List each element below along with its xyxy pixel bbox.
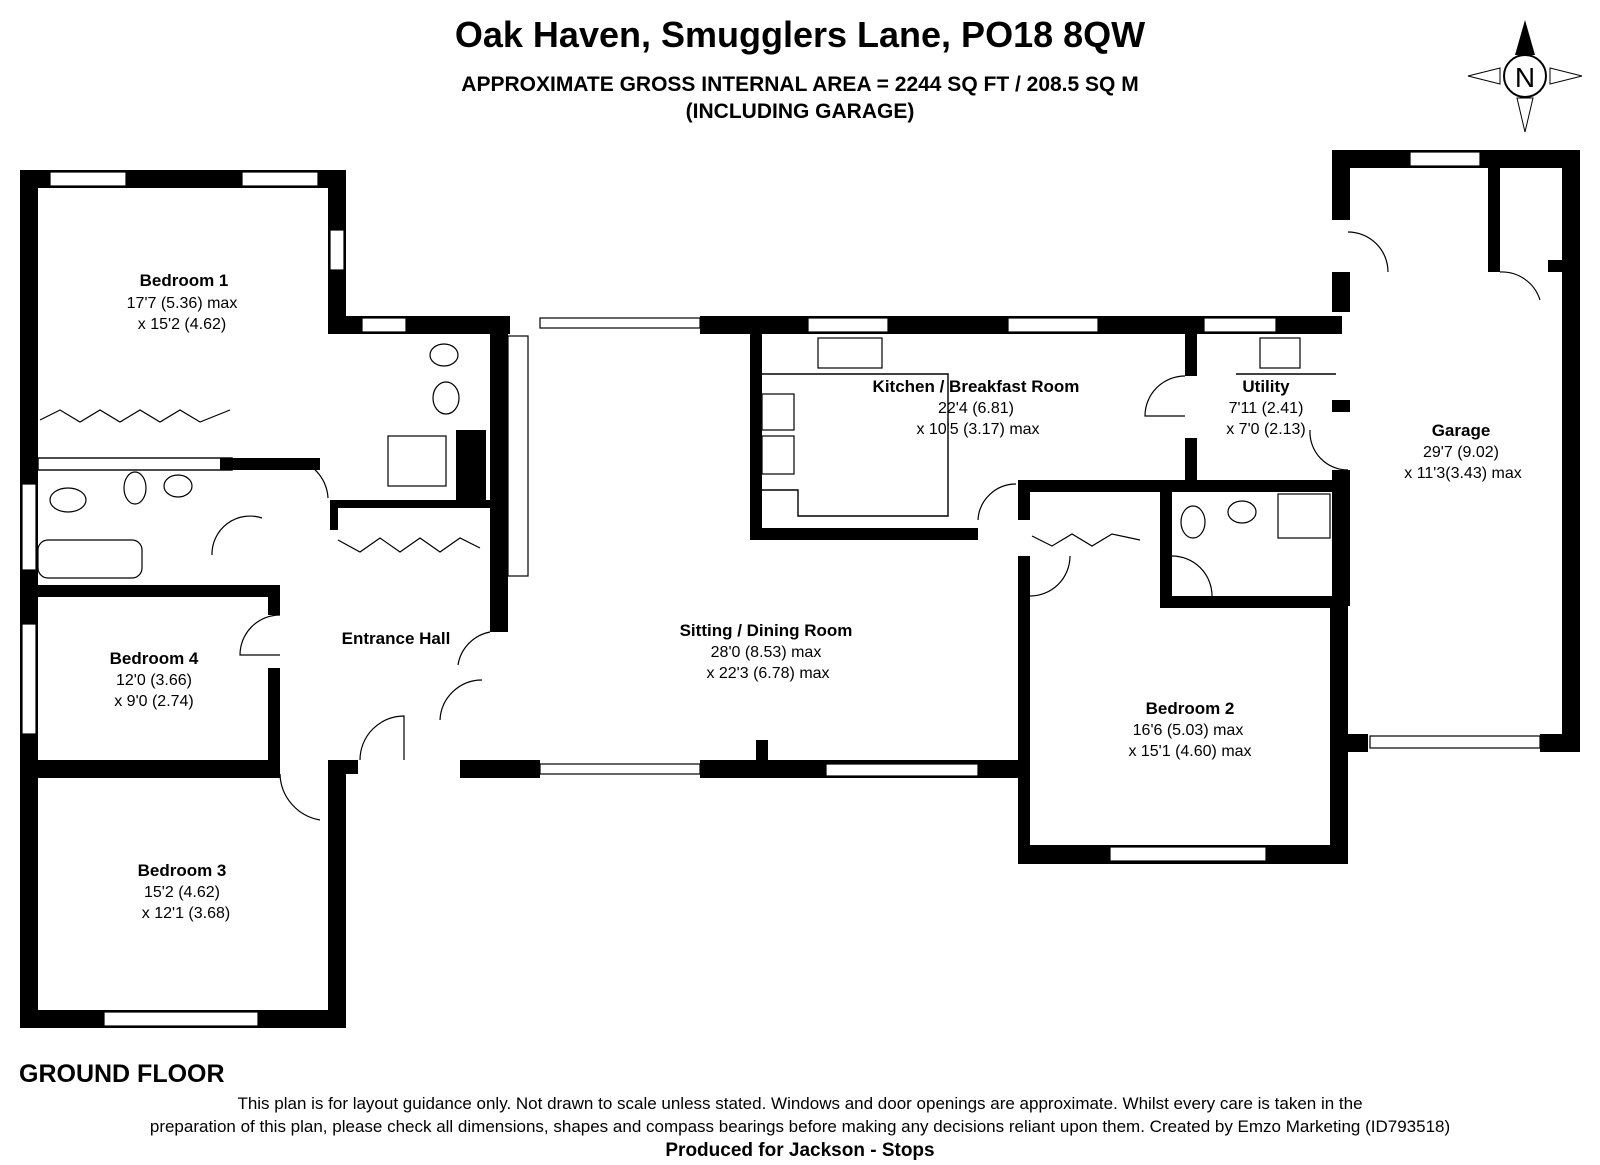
sitting-room-dim2: x 22'3 (6.78) max: [706, 665, 830, 682]
kitchen-name: Kitchen / Breakfast Room: [872, 377, 1080, 396]
gross-internal-area: APPROXIMATE GROSS INTERNAL AREA = 2244 SQ FT / 208.5 SQ M: [461, 73, 1139, 96]
bedroom-3-dim2: x 12'1 (3.68): [141, 905, 231, 922]
room-bedroom-2: [1128, 699, 1251, 760]
room-bedroom-3: [138, 861, 231, 922]
utility-dim2: x 7'0 (2.13): [1226, 421, 1306, 438]
disclaimer-line-2: preparation of this plan, please check all dimensions, shapes and compass bearings before making any decisions reliant upon them. Created by Emzo Marketing (ID793518): [149, 1117, 1451, 1136]
room-garage: [1404, 421, 1521, 482]
compass-north-label: N: [1514, 62, 1536, 93]
fixtures: [38, 336, 1336, 578]
bedroom-2-dim1: 16'6 (5.03) max: [1132, 722, 1244, 739]
garage-dim1: 29'7 (9.02): [1423, 444, 1499, 461]
bedroom-2-name: Bedroom 2: [1145, 699, 1235, 718]
bedroom-4-dim2: x 9'0 (2.74): [114, 693, 194, 710]
room-utility: [1226, 377, 1306, 438]
kitchen-dim1: 22'4 (6.81): [938, 400, 1014, 417]
produced-for: Produced for Jackson - Stops: [665, 1140, 935, 1161]
kitchen-dim2: x 10'5 (3.17) max: [916, 421, 1040, 438]
room-entrance-hall: [342, 629, 451, 648]
room-kitchen: [873, 377, 1080, 438]
sitting-room-name: Sitting / Dining Room: [679, 621, 853, 640]
bedroom-3-dim1: 15'2 (4.62): [144, 884, 220, 901]
floor-label: GROUND FLOOR: [19, 1060, 225, 1088]
bedroom-4-name: Bedroom 4: [109, 649, 199, 668]
room-bedroom-4: [110, 649, 199, 710]
bedroom-4-dim1: 12'0 (3.66): [116, 672, 192, 689]
garage-dim2: x 11'3(3.43) max: [1404, 465, 1522, 482]
bedroom-3-name: Bedroom 3: [137, 861, 227, 880]
bedroom-2-dim2: x 15'1 (4.60) max: [1128, 743, 1252, 760]
compass-icon: [1468, 20, 1582, 132]
garage-name: Garage: [1431, 421, 1491, 440]
bedroom-1-name: Bedroom 1: [139, 271, 229, 290]
disclaimer-line-1: This plan is for layout guidance only. Not drawn to scale unless stated. Windows and door openings are approximate. Whilst every care is taken in the: [237, 1094, 1363, 1113]
utility-name: Utility: [1242, 377, 1290, 396]
utility-dim1: 7'11 (2.41): [1228, 400, 1304, 417]
room-bedroom-1: [127, 271, 238, 333]
area-note: (INCLUDING GARAGE): [685, 100, 915, 123]
entrance-hall-name: Entrance Hall: [341, 629, 451, 648]
plan-title: Oak Haven, Smugglers Lane, PO18 8QW: [454, 14, 1146, 55]
bedroom-1-dim1: 17'7 (5.36) max: [126, 295, 238, 312]
room-sitting-dining: [680, 621, 853, 682]
sitting-room-dim1: 28'0 (8.53) max: [710, 644, 822, 661]
bedroom-1-dim2: x 15'2 (4.62): [137, 316, 227, 333]
walls: [20, 150, 1580, 1028]
